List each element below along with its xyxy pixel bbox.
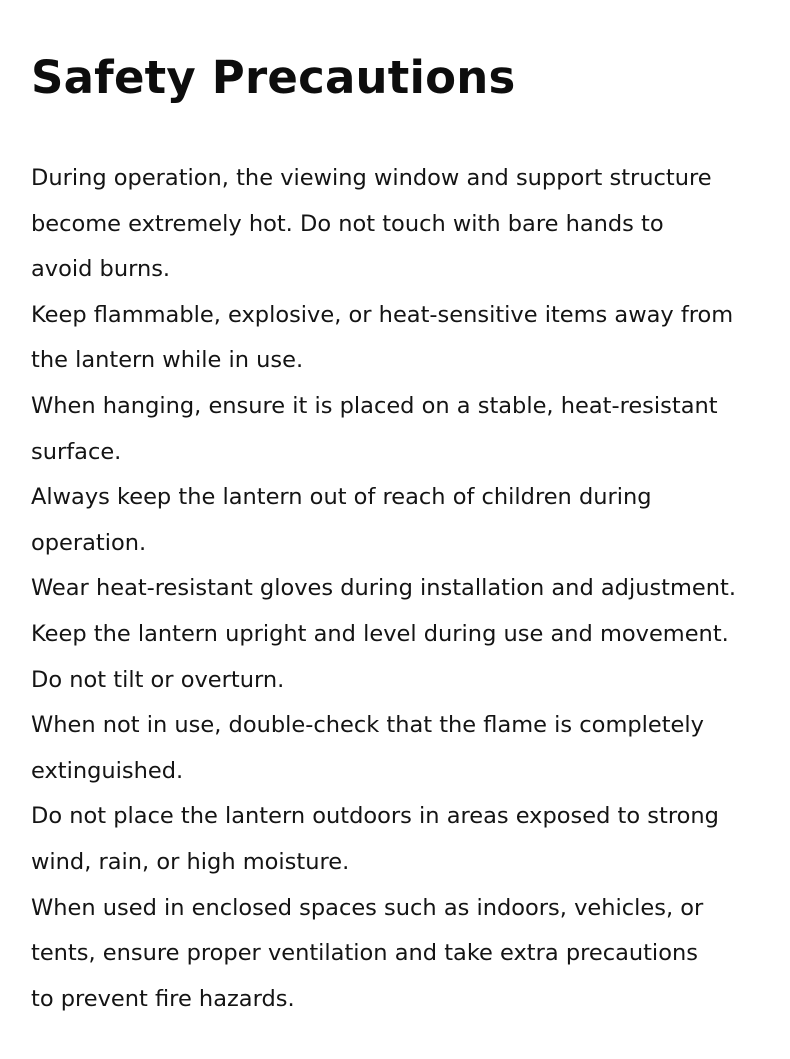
text-line: During operation, the viewing window and support structure	[31, 165, 712, 191]
text-line: to prevent fire hazards.	[31, 985, 295, 1012]
text-line: When hanging, ensure it is placed on a stable, heat-resistant	[31, 392, 718, 419]
text-line: operation.	[31, 529, 147, 556]
text-line: Do not place the lantern outdoors in areas exposed to strong	[31, 803, 719, 830]
text-line: tents, ensure proper ventilation and take extra precautions	[31, 940, 698, 967]
text-line: Keep the lantern upright and level during use and movement.	[31, 620, 729, 647]
text-line: Always keep the lantern out of reach of children during	[31, 484, 652, 511]
text-line: become extremely hot. Do not touch with bare hands to	[31, 210, 664, 237]
text-line: Keep flammable, explosive, or heat-sensitive items away from	[31, 301, 734, 328]
text-line: avoid burns.	[31, 256, 171, 283]
text-line: the lantern while in use.	[31, 347, 304, 374]
text-line: surface.	[31, 438, 122, 465]
page-title: Safety Precautions	[31, 51, 516, 104]
text-line: extinguished.	[31, 757, 184, 784]
text-line: wind, rain, or high moisture.	[31, 848, 350, 875]
text-line: When used in enclosed spaces such as indoors, vehicles, or	[31, 894, 704, 921]
document-page	[31, 48, 783, 1022]
text-line: When not in use, double-check that the flame is completely	[31, 712, 704, 739]
precautions-text	[31, 156, 783, 1022]
text-line: Do not tilt or overturn.	[31, 666, 285, 693]
text-line: Wear heat-resistant gloves during installation and adjustment.	[31, 575, 736, 602]
